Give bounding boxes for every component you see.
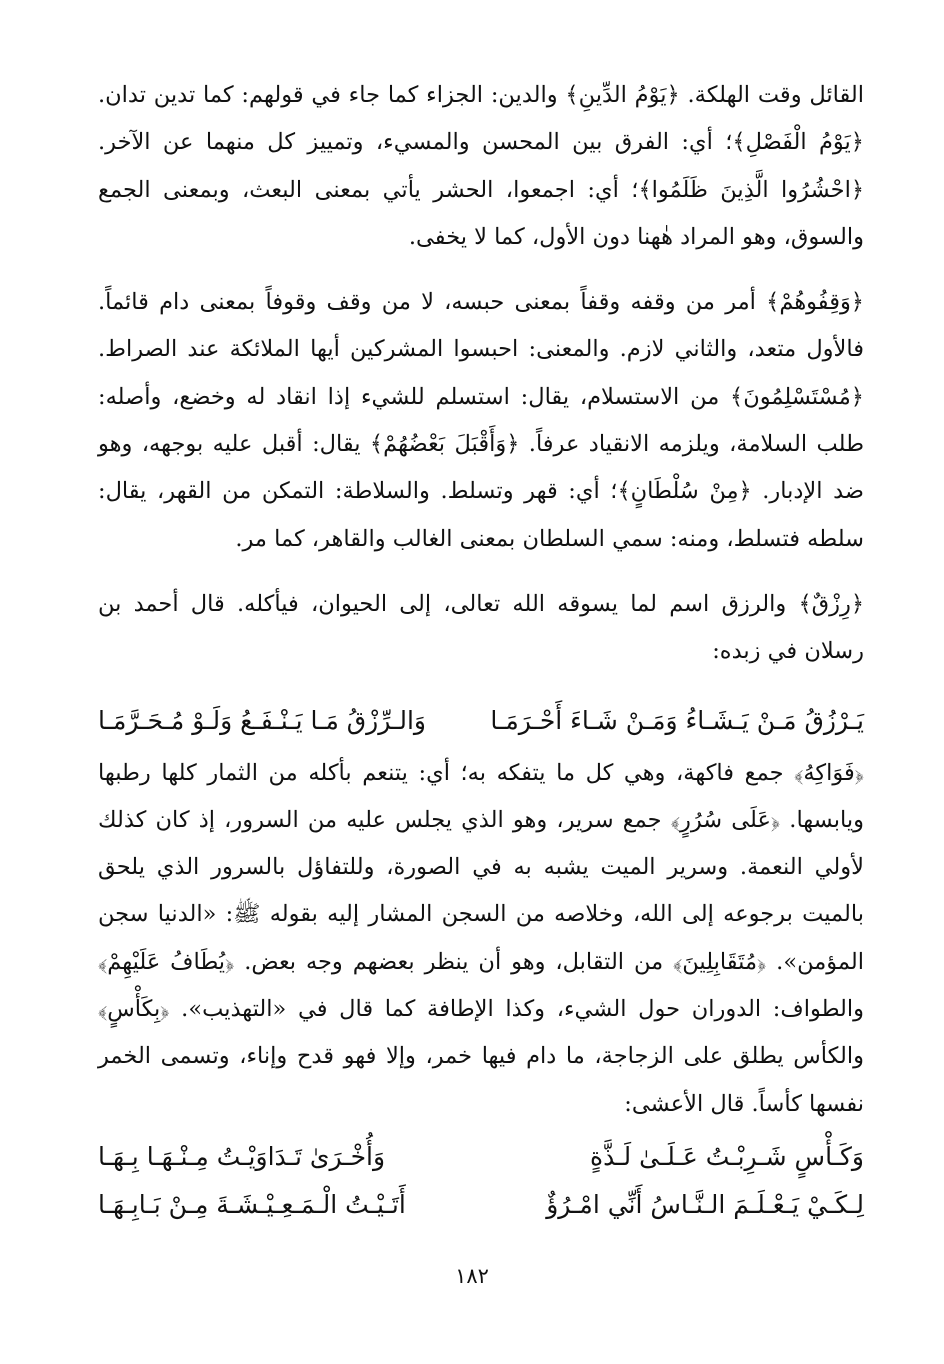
poem-hemistich-first: لِـكَـيْ يَـعْـلَـمَ الـنَّـاسُ أَنِّي امْـرُؤٌ: [546, 1189, 864, 1219]
poem-verse-alasha-1: [98, 1134, 864, 1180]
poem-hemistich-second: أَتَـيْـتُ الْـمَـعِـيْـشَـةَ مِـنْ بَـابِـهَـا: [98, 1189, 406, 1219]
page-number-text: ١٨٢: [455, 1264, 489, 1288]
paragraph-stop-them: ﴿وَقِفُوهُمْ﴾ أمر من وقفه وقفاً بمعنى حبسه، لا من وقف وقوفاً بمعنى دام قائماً. فالأول متعد، والثاني لازم. والمعنى: احبسوا المشركين أيها الملائكة عند الصراط. ﴿مُسْتَسْلِمُونَ﴾ من الاستسلام، يقال: استسلم للشيء إذا انقاد له وخضع، وأصله: طلب السلامة، ويلزمه الانقياد عرفاً. ﴿وَأَقْبَلَ بَعْضُهُمْ﴾ يقال: أقبل عليه بوجهه، وهو ضد الإدبار. ﴿مِنْ سُلْطَانٍ﴾؛ أي: قهر وتسلط. والسلاطة: التمكن من القهر، يقال: سلطه فتسلط، ومنه: سمي السلطان بمعنى الغالب والقاهر، كما مر.: [98, 289, 864, 552]
paragraph-fruits: ﴿فَوَاكِهُ﴾ جمع فاكهة، وهي كل ما يتفكه به؛ أي: يتنعم بأكله من الثمار كلها رطبها ويابسها. ﴿عَلَى سُرُرٍ﴾ جمع سرير، وهو الذي يجلس عليه من السرور، إذ كان كذلك لأولي النعمة. وسرير الميت يشبه به في الصورة، وللتفاؤل بالسرور الذي يلحق بالميت برجوعه إلى الله، وخلاصه من السجن المشار إليه بقوله ﷺ: «الدنيا سجن المؤمن». ﴿مُتَقَابِلِينَ﴾ من التقابل، وهو أن ينظر بعضهم وجه بعض. ﴿يُطَافُ عَلَيْهِمْ﴾ والطواف: الدوران حول الشيء، وكذا الإطافة كما قال في «التهذيب». ﴿بِكَأْسٍ﴾ والكأس يطلق على الزجاجة، ما دام فيها خمر، وإلا فهو قدح وإناء، وتسمى الخمر نفسها كأساً. قال الأعشى:: [98, 759, 864, 1117]
poem-hemistich-second: وَأُخْـرَىٰ تَـدَاوَيْـتُ مِـنْـهَـا بِـهَـا: [98, 1141, 386, 1171]
poem-verse-alasha-2: [98, 1182, 864, 1228]
poem-hemistich-first: يَـرْزُقُ مَـنْ يَـشَـاءُ وَمَـنْ شَـاءَ أَحْـرَمَـا: [490, 705, 864, 735]
paragraph-day-of-judgment: القائل وقت الهلكة. ﴿يَوْمُ الدِّينِ﴾ والدين: الجزاء كما جاء في قولهم: كما تدين تدان. ﴿يَوْمُ الْفَصْلِ﴾؛ أي: الفرق بين المحسن والمسيء، وتمييز كل منهما عن الآخر. ﴿احْشُرُوا الَّذِينَ ظَلَمُوا﴾؛ أي: اجمعوا، الحشر يأتي بمعنى البعث، وبمعنى الجمع والسوق، وهو المراد هٰهنا دون الأول، كما لا يخفى.: [98, 82, 864, 250]
poem-verse-ibn-raslan: [98, 698, 864, 744]
page-number: [0, 1264, 944, 1288]
paragraph-provision: ﴿رِزْقٌ﴾ والرزق اسم لما يسوقه الله تعالى، إلى الحيوان، فيأكله. قال أحمد بن رسلان في زبده:: [98, 590, 864, 665]
poem-hemistich-first: وَكَـأْسٍ شَـرِبْـتُ عَـلَـىٰ لَـذَّةٍ: [589, 1141, 864, 1171]
poem-hemistich-second: وَالـرِّزْقُ مَـا يَـنْـفَـعُ وَلَـوْ مُـحَـرَّمَـا: [98, 705, 427, 735]
